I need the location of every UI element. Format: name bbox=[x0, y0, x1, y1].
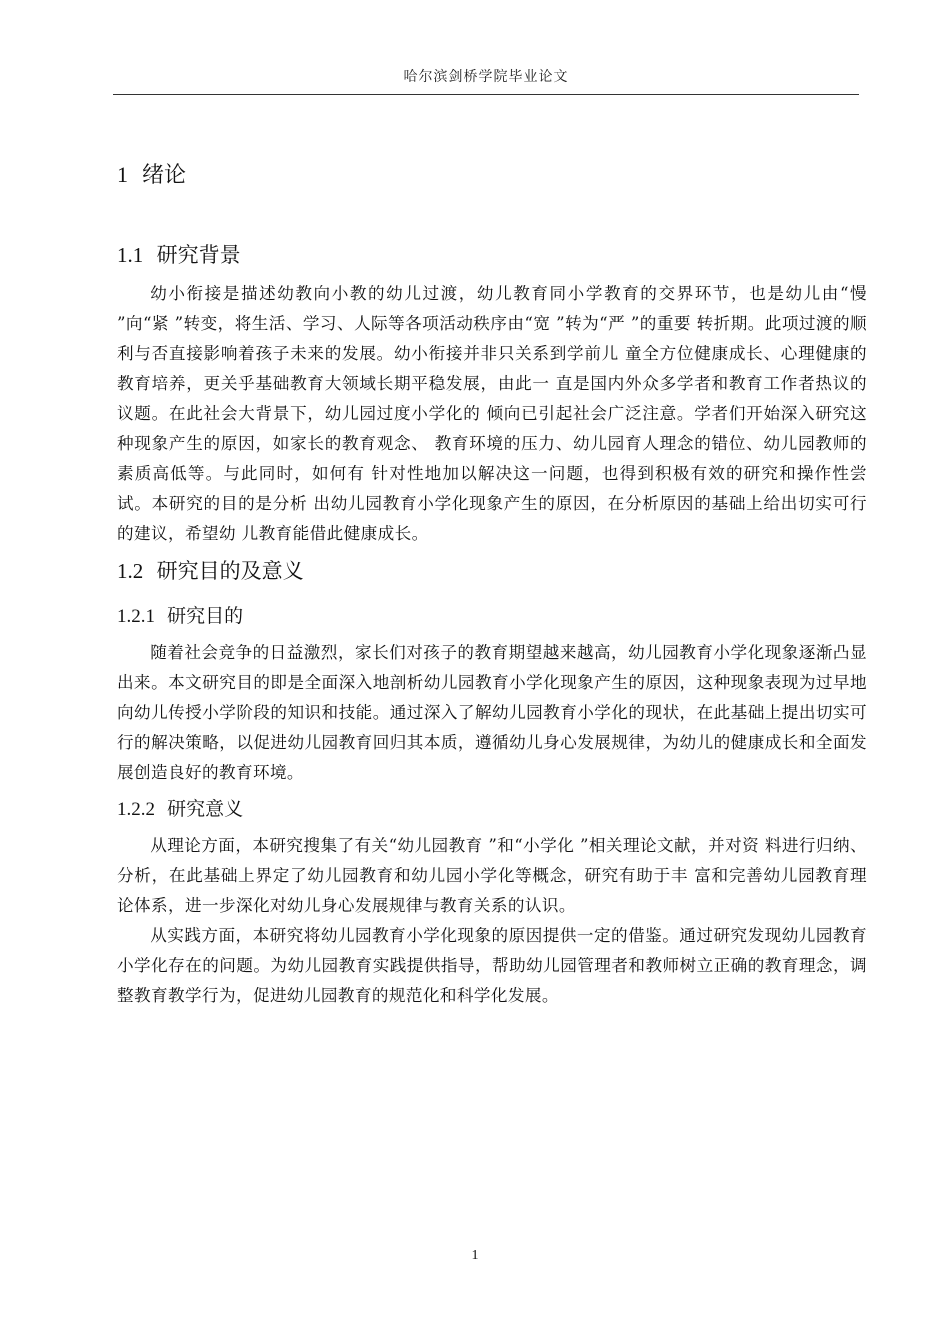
section-number: 1.2 bbox=[117, 559, 144, 583]
subsection-heading-purpose bbox=[117, 601, 867, 628]
chapter-number: 1 bbox=[117, 162, 128, 187]
subsection-number: 1.2.1 bbox=[117, 606, 155, 627]
purpose-paragraph: 随着社会竞争的日益激烈，家长们对孩子的教育期望越来越高，幼儿园教育小学化现象逐渐凸显出来。本文研究目的即是全面深入地剖析幼儿园教育小学化现象产生的原因，这种现象表现为过早地向幼儿传授小学阶段的知识和技能。通过深入了解幼儿园教育小学化的现状，在此基础上提出切实可行的解决策略，以促进幼儿园教育回归其本质，遵循幼儿身心发展规律，为幼儿的健康成长和全面发展创造良好的教育环境。 bbox=[117, 643, 867, 782]
subsection-title: 研究目的 bbox=[167, 605, 244, 627]
section-heading-background bbox=[117, 239, 867, 269]
document-body bbox=[117, 158, 867, 1011]
subsection-title: 研究意义 bbox=[167, 798, 244, 820]
significance-theory-paragraph: 从理论方面，本研究搜集了有关“幼儿园教育 ”和“小学化 ”相关理论文献，并对资 料进行归纳、分析，在此基础上界定了幼儿园教育和幼儿园小学化等概念，研究有助于丰 富和完善幼儿园教育理论体系，进一步深化对幼儿身心发展规律与教育关系的认识。 bbox=[117, 836, 867, 915]
header-title: 哈尔滨剑桥学院毕业论文 bbox=[403, 69, 569, 85]
chapter-title: 绪论 bbox=[142, 163, 187, 188]
subsection-number: 1.2.2 bbox=[117, 799, 155, 820]
page-number: 1 bbox=[471, 1248, 479, 1263]
section-heading-purpose-significance bbox=[117, 555, 867, 585]
page-header bbox=[113, 66, 859, 95]
chapter-heading bbox=[117, 158, 867, 189]
significance-practice-paragraph: 从实践方面，本研究将幼儿园教育小学化现象的原因提供一定的借鉴。通过研究发现幼儿园教育小学化存在的问题。为幼儿园教育实践提供指导，帮助幼儿园管理者和教师树立正确的教育理念，调整教育教学行为，促进幼儿园教育的规范化和科学化发展。 bbox=[117, 926, 867, 1005]
section-title: 研究背景 bbox=[156, 243, 241, 267]
subsection-heading-significance bbox=[117, 794, 867, 821]
section-number: 1.1 bbox=[117, 243, 144, 267]
background-paragraph: 幼小衔接是描述幼教向小教的幼儿过渡，幼儿教育同小学教育的交界环节，也是幼儿由“慢 ”向“紧 ”转变，将生活、学习、人际等各项活动秩序由“宽 ”转为“严 ”的重要 转折期。此项过渡的顺利与否直接影响着孩子未来的发展。幼小衔接并非只关系到学前儿 童全方位健康成长、心理健康的教育培养，更关乎基础教育大领域长期平稳发展，由此一 直是国内外众多学者和教育工作者热议的议题。在此社会大背景下，幼儿园过度小学化的 倾向已引起社会广泛注意。学者们开始深入研究这种现象产生的原因，如家长的教育观念、 教育环境的压力、幼儿园育人理念的错位、幼儿园教师的素质高低等。与此同时，如何有 针对性地加以解决这一问题，也得到积极有效的研究和操作性尝试。本研究的目的是分析 出幼儿园教育小学化现象产生的原因，在分析原因的基础上给出切实可行的建议，希望幼 儿教育能借此健康成长。 bbox=[117, 284, 867, 543]
section-title: 研究目的及意义 bbox=[156, 559, 304, 583]
